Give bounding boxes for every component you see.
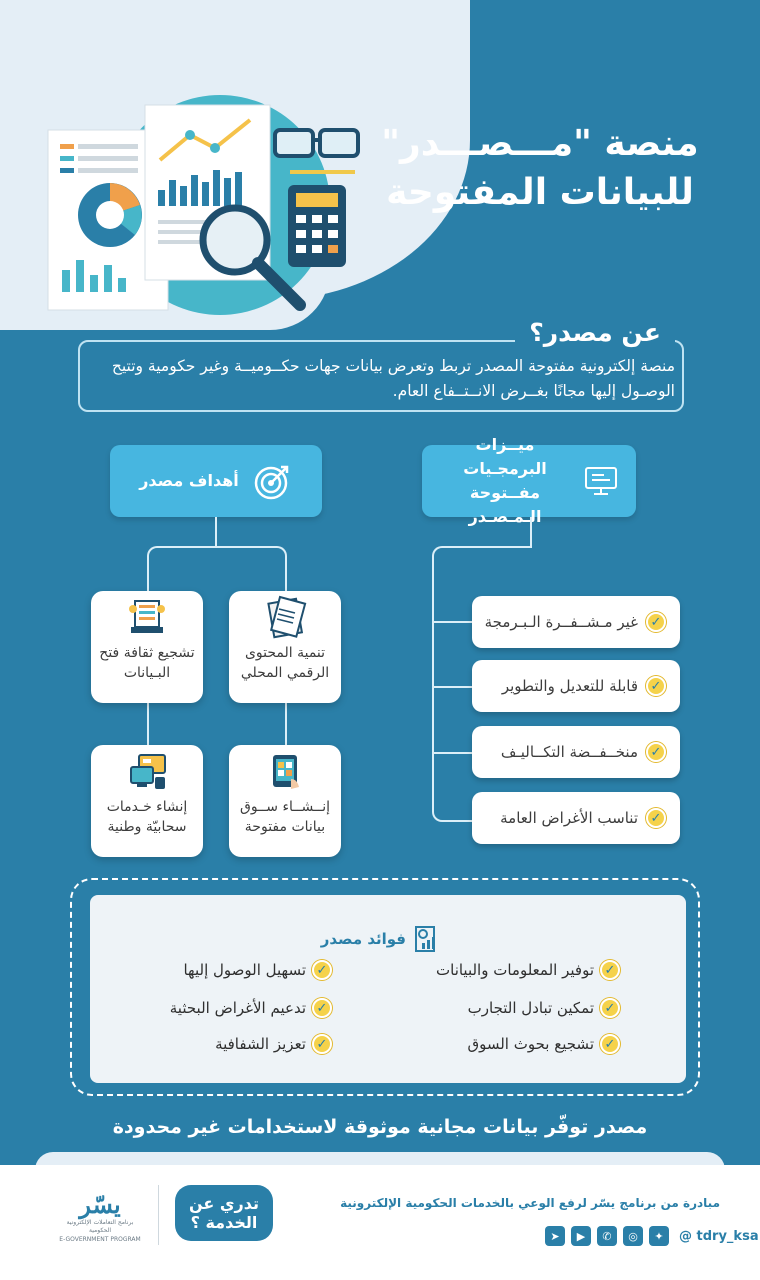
goals-connector-stem [215,517,217,547]
goals-connector-branch [147,546,287,591]
features-connector-stem [530,517,532,547]
yesser-logo [55,1190,145,1244]
goals-connector-right [285,703,287,745]
tagline: مصدر توفّر بيانات مجانية موثوقة لاستخدامات غير محدودة [112,1116,648,1138]
check-icon: ✓ [600,960,620,980]
feature-label: قابلة للتعديل والتطوير [501,677,638,695]
benefits-heading: فوائد مصدر [320,930,406,948]
benefit-label: توفير المعلومات والبيانات [436,961,594,979]
feature-item [472,792,680,844]
telegram-icon[interactable]: ➤ [545,1226,565,1246]
yesser-logo-sub-ar: برنامج التعاملات الإلكترونية الحكومية [66,1219,134,1235]
benefit-item [170,998,332,1018]
check-icon: ✓ [646,808,666,828]
benefit-item [183,960,332,980]
benefit-item [215,1034,332,1054]
goals-connector-left [147,703,149,745]
benefit-item [468,998,620,1018]
benefit-label: تشجيع بحوث السوق [467,1035,594,1053]
goal-label: تشجيع ثقافة فتح البـيانات [99,645,195,682]
youtube-icon[interactable]: ▶ [571,1226,591,1246]
goal-label: إنــشــاء ســوق بيانات مفتوحة [239,799,330,836]
benefits-title [320,925,440,953]
monitor-code-icon [584,465,618,497]
check-icon: ✓ [600,998,620,1018]
benefits-panel [90,895,686,1083]
goal-card-cloud-services [91,745,203,857]
goal-label: إنشاء خـدمات سحابيّة وطنية [106,799,188,836]
features-connector-2 [434,686,474,688]
social-handle[interactable]: @ tdry_ksa [679,1228,759,1244]
papers-icon [125,595,169,639]
check-icon: ✓ [312,1034,332,1054]
benefit-item [436,960,620,980]
check-icon: ✓ [600,1034,620,1054]
yesser-logo-sub-en: E-GOVERNMENT PROGRAM [59,1235,141,1243]
feature-item [472,596,680,648]
features-header [422,435,636,526]
whatsapp-icon[interactable]: ✆ [597,1226,617,1246]
check-icon: ✓ [312,998,332,1018]
calculator-icon [288,185,346,267]
title-line-1: منصة "مـــصـــدر" [381,123,699,164]
benefit-item [467,1034,620,1054]
goal-card-digital-content [229,591,341,703]
document-icon [263,595,307,639]
goals-heading: أهداف مصدر [139,471,239,490]
feature-item [472,726,680,778]
features-connector-1 [434,621,474,623]
goal-card-open-data-culture [91,591,203,703]
social-links [545,1226,759,1246]
feature-label: غير مـشــفــرة الـبـرمجة [484,613,638,631]
about-text: منصة إلكترونية مفتوحة المصدر تربط وتعرض بيانات جهات حكــوميــة وغير حكومية وتتيح الوصـول إليها مجانًا بغــرض الانــتــفاع العام. [111,357,675,400]
feature-label: تناسب الأغراض العامة [500,809,638,827]
hero-illustration [40,100,370,320]
benefit-label: تدعيم الأغراض البحثية [169,999,306,1017]
tdry-logo-badge: تدري عن الخدمة ؟ [175,1185,273,1241]
check-icon: ✓ [646,612,666,632]
tablet-hand-icon [263,749,307,793]
check-icon: ✓ [312,960,332,980]
about-heading: عن مصدر؟ [515,318,675,347]
magnifier-icon [203,208,300,305]
check-icon: ✓ [646,676,666,696]
benefit-label: تسهيل الوصول إليها [183,961,306,979]
page-title [375,120,705,217]
features-heading: ميــزات البرمجـيات مفــتوحة الـمـصـدر [463,435,547,526]
target-icon [253,461,293,501]
cloud-devices-icon [125,749,169,793]
feature-item [472,660,680,712]
goal-label: تنمية المحتوى الرقمي المحلي [240,645,330,682]
title-line-2: للبيانات المفتوحة [386,171,694,213]
footer-divider [158,1185,159,1245]
glasses-icon [275,130,358,172]
twitter-icon[interactable]: ✦ [649,1226,669,1246]
report-chart-icon [414,925,440,953]
features-connector-3 [434,752,474,754]
goals-header [110,445,322,517]
benefit-label: تعزيز الشفافية [215,1035,306,1053]
goal-card-data-market [229,745,341,857]
check-icon: ✓ [646,742,666,762]
yesser-logo-text: يسّر [79,1190,121,1219]
initiative-text: مبادرة من برنامج يسّر لرفع الوعي بالخدمات الحكومية الإلكترونية [340,1196,720,1210]
benefit-label: تمكين تبادل التجارب [467,999,594,1017]
feature-label: منخــفــضة التكــاليـف [500,743,638,761]
instagram-icon[interactable]: ◎ [623,1226,643,1246]
